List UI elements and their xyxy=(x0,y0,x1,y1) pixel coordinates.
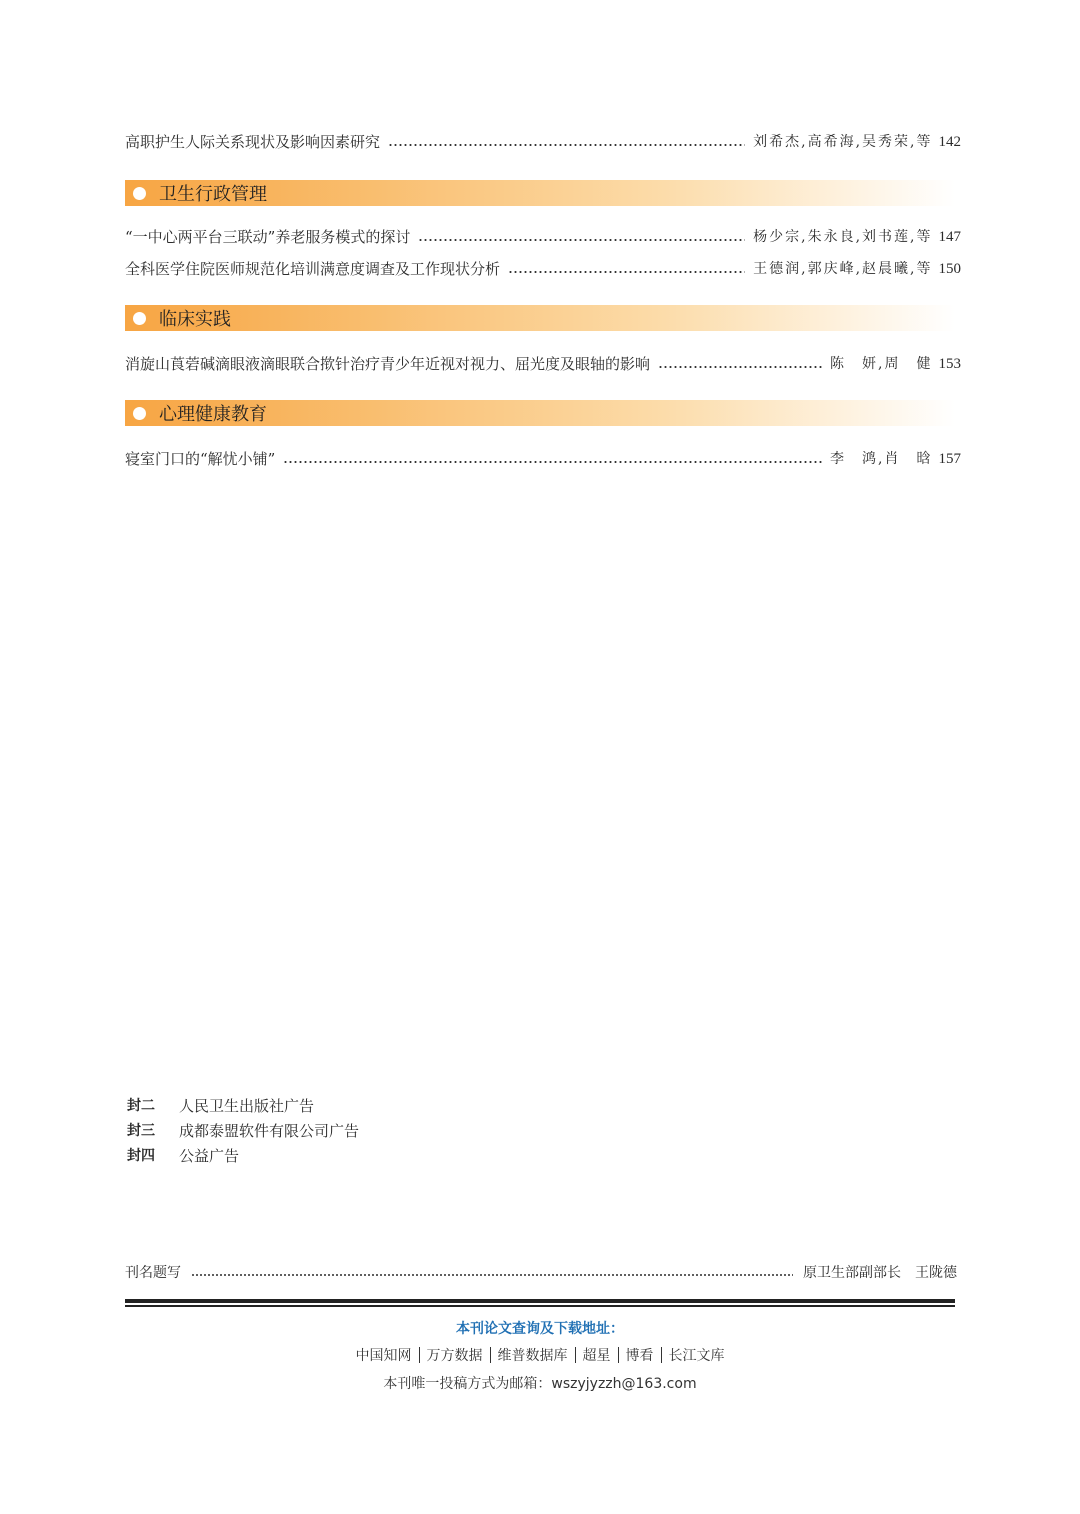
cover-ads-list xyxy=(127,1094,359,1169)
divider-thin xyxy=(125,1305,955,1307)
section-title: 卫生行政管理 xyxy=(159,184,267,205)
article-authors: 杨少宗,朱永良,刘书莲,等 xyxy=(753,229,933,245)
separator xyxy=(490,1347,491,1363)
toc-entry[interactable] xyxy=(125,256,961,282)
leader-dots xyxy=(388,144,745,146)
separator xyxy=(618,1347,619,1363)
section-header-mental-health xyxy=(125,400,955,426)
leader-dots xyxy=(418,239,745,241)
article-title: “一中心两平台三联动”养老服务模式的探讨 xyxy=(125,228,411,246)
cover-key: 封二 xyxy=(127,1098,155,1114)
page-number: 157 xyxy=(938,451,961,467)
section-title: 临床实践 xyxy=(159,309,231,330)
cover-item xyxy=(127,1144,359,1169)
page-number: 142 xyxy=(938,134,961,150)
section-title: 心理健康教育 xyxy=(159,404,267,425)
submission-email: 本刊唯一投稿方式为邮箱：wszyjyzzh@163.com xyxy=(383,1376,697,1392)
database-link[interactable]: 超星 xyxy=(582,1348,611,1364)
separator xyxy=(575,1347,576,1363)
calligraphy-role: 原卫生部副部长 xyxy=(803,1265,901,1281)
bullet-dot-icon xyxy=(133,187,146,200)
section-header-administration xyxy=(125,180,955,206)
database-list xyxy=(0,1345,1080,1365)
page-number: 150 xyxy=(938,261,961,277)
database-link[interactable]: 博看 xyxy=(625,1348,654,1364)
article-title: 消旋山莨菪碱滴眼液滴眼联合揿针治疗青少年近视对视力、屈光度及眼轴的影响 xyxy=(125,355,651,373)
database-link[interactable]: 中国知网 xyxy=(355,1348,412,1364)
database-link[interactable]: 万方数据 xyxy=(426,1348,483,1364)
cover-value: 成都泰盟软件有限公司广告 xyxy=(179,1122,360,1140)
article-title: 高职护生人际关系现状及影响因素研究 xyxy=(125,133,381,151)
article-authors: 王德润,郭庆峰,赵晨曦,等 xyxy=(753,261,933,277)
leader-dots xyxy=(191,1274,793,1276)
article-authors: 李 鸿,肖 晗 xyxy=(830,451,933,467)
bullet-dot-icon xyxy=(133,312,146,325)
footer-heading: 本刊论文查询及下载地址： xyxy=(456,1321,624,1337)
article-title: 寝室门口的“解忧小铺” xyxy=(125,450,276,468)
database-link[interactable]: 长江文库 xyxy=(668,1348,725,1364)
bullet-dot-icon xyxy=(133,407,146,420)
section-header-clinical xyxy=(125,305,955,331)
leader-dots xyxy=(508,271,745,273)
article-title: 全科医学住院医师规范化培训满意度调查及工作现状分析 xyxy=(125,260,501,278)
database-link[interactable]: 维普数据库 xyxy=(497,1348,568,1364)
title-calligraphy-credit xyxy=(125,1259,957,1285)
cover-value: 人民卫生出版社广告 xyxy=(179,1097,315,1115)
toc-entry[interactable] xyxy=(125,446,961,472)
divider-thick xyxy=(125,1299,955,1303)
cover-item xyxy=(127,1094,359,1119)
toc-entry[interactable] xyxy=(125,224,961,250)
article-authors: 陈 妍,周 健 xyxy=(830,356,933,372)
page-number: 147 xyxy=(938,229,961,245)
toc-entry[interactable] xyxy=(125,129,961,155)
separator xyxy=(661,1347,662,1363)
page-number: 153 xyxy=(938,356,961,372)
separator xyxy=(419,1347,420,1363)
cover-item xyxy=(127,1119,359,1144)
leader-dots xyxy=(658,366,822,368)
table-of-contents xyxy=(125,0,961,480)
calligraphy-name: 王陇德 xyxy=(915,1265,957,1281)
cover-key: 封三 xyxy=(127,1123,155,1139)
toc-entry[interactable] xyxy=(125,351,961,377)
article-authors: 刘希杰,高希海,吴秀荣,等 xyxy=(753,134,933,150)
cover-value: 公益广告 xyxy=(179,1147,240,1165)
leader-dots xyxy=(283,461,822,463)
calligraphy-label: 刊名题写 xyxy=(125,1265,181,1281)
cover-key: 封四 xyxy=(127,1148,155,1164)
